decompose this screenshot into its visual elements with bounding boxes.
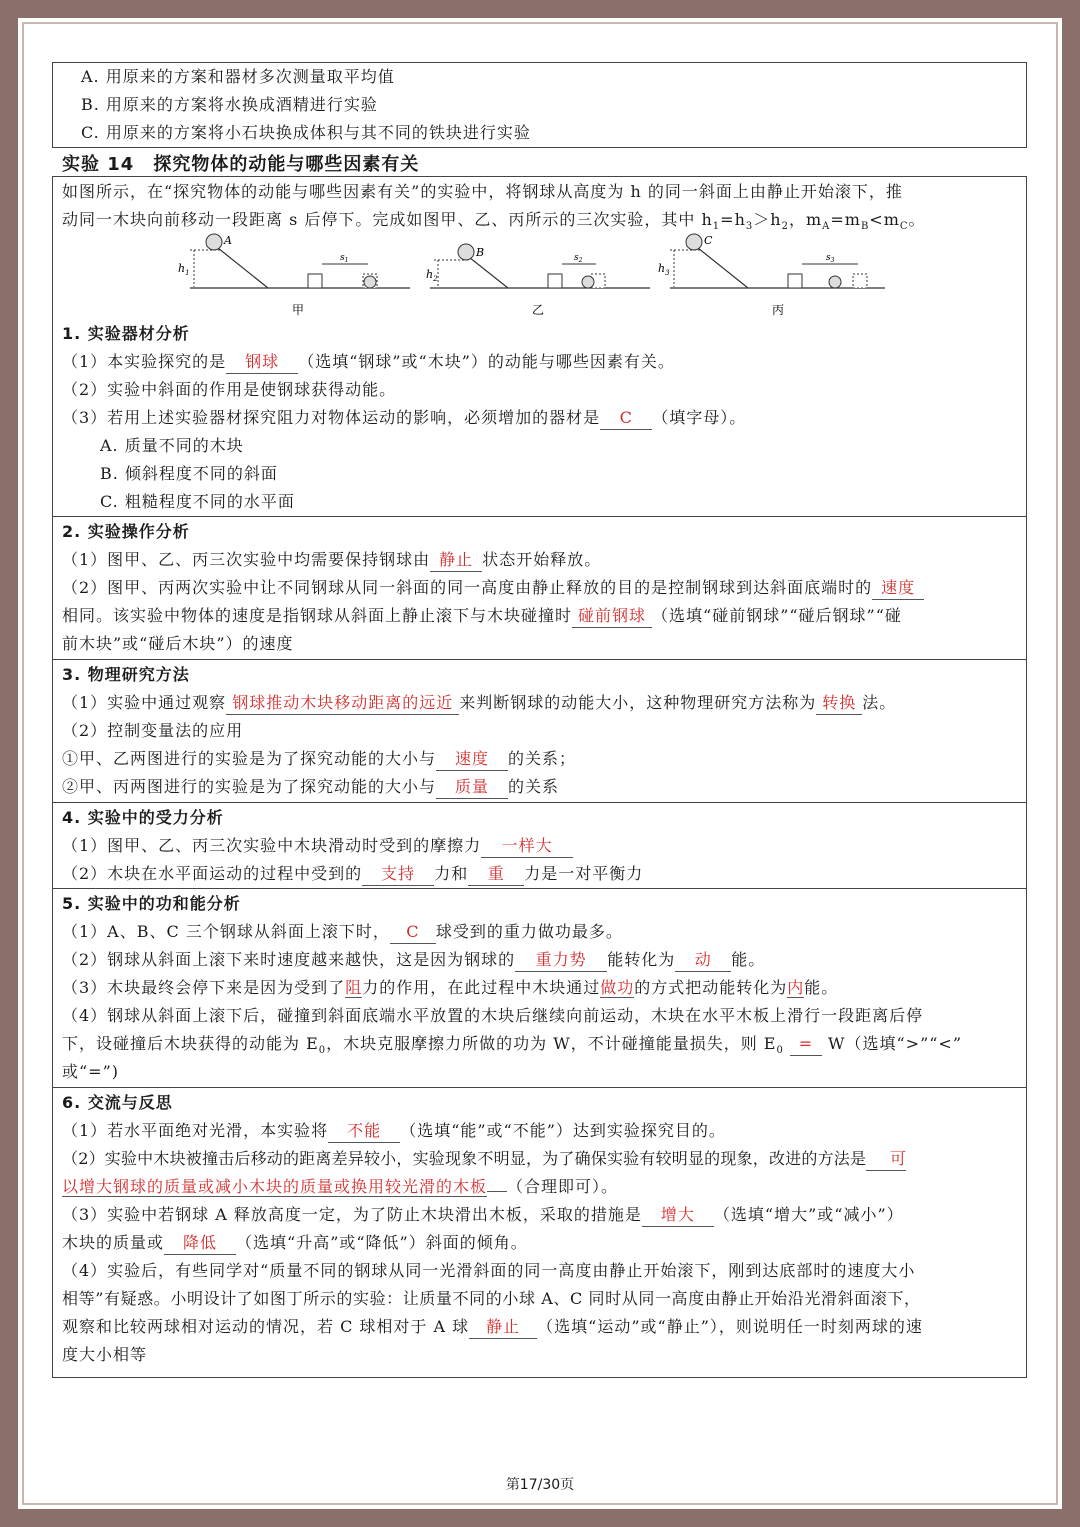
svg-text:乙: 乙 [532,303,545,317]
answer: 可 [866,1148,906,1171]
s6-q2-line1: （2）实验中木块被撞击后移动的距离差异较小，实验现象不明显，为了确保实验有较明显的现象，改进的方法是 可 [62,1145,906,1173]
figure-bing [658,234,885,317]
section-3-title: 3. 物理研究方法 [62,665,190,684]
figure-caption: 甲 [292,303,305,317]
s6-q2-line2: 以增大钢球的质量或减小木块的质量或换用较光滑的木板 （合理即可）。 [62,1177,619,1196]
divider [52,659,1027,660]
s6-q4-line2: 相等”有疑惑。小明设计了如图丁所示的实验：让质量不同的小球 A、C 同时从同一高度由静止开始沿光滑斜面滚下， [62,1289,921,1308]
option-a: A. 用原来的方案和器材多次测量取平均值 [81,67,395,86]
s5-q1: （1）A、B、C 三个钢球从斜面上滚下时， C 球受到的重力做功最多。 [62,918,623,946]
answer: 静止 [430,549,482,572]
s3-q2b: ②甲、丙两图进行的实验是为了探究动能的大小与 质量 的关系 [62,773,559,801]
answer: = [790,1033,822,1056]
intro-line-2: 动同一木块向前移动一段距离 s 后停下。完成如图甲、乙、丙所示的三次实验，其中 $h_1=h_3>h_2$，$m_A=m_B<m_C$。 [62,210,926,233]
answer: 做功 [600,978,635,997]
s6-q4-line3: 观察和比较两球相对运动的情况，若 C 球相对于 A 球 静止 （选填“运动”或“静止”），则说明任一时刻两球的速 [62,1313,923,1341]
s5-q3: （3）木块最终会停下来是因为受到了阻力的作用，在此过程中木块通过做功的方式把动能转化为内能。 [62,978,839,997]
section-4-title: 4. 实验中的受力分析 [62,808,224,827]
answer: 不能 [328,1120,400,1143]
svg-text:h3: $h_3$ [658,262,670,277]
s6-q4-line4: 度大小相等 [62,1345,148,1364]
s3-q2: （2）控制变量法的应用 [62,721,244,740]
section-6-title: 6. 交流与反思 [62,1093,173,1112]
answer: 钢球推动木块移动距离的远近 [226,692,459,715]
svg-text:B: B [476,246,485,259]
intro-line-1: 如图所示，在“探究物体的动能与哪些因素有关”的实验中，将钢球从高度为 h 的同一斜面上由静止开始滚下，推 [62,182,903,201]
experiment-figures [180,232,900,322]
svg-text:s3: $s_3$ [826,253,835,264]
answer: 支持 [362,863,434,886]
divider [52,516,1027,517]
s5-q2: （2）钢球从斜面上滚下来时速度越来越快，这是因为钢球的 重力势 能转化为 动 能。 [62,946,765,974]
s4-q2: （2）木块在水平面运动的过程中受到的 支持 力和 重 力是一对平衡力 [62,860,643,888]
s6-q1: （1）若水平面绝对光滑，本实验将 不能 （选填“能”或“不能”）达到实验探究目的。 [62,1117,726,1145]
answer: C [390,921,436,944]
answer: 速度 [872,577,924,600]
previous-question-options [52,62,1027,148]
answer: C [600,407,652,430]
divider [52,1087,1027,1088]
s4-q1: （1）图甲、乙、丙三次实验中木块滑动时受到的摩擦力 一样大 [62,832,573,860]
figure-yi [426,244,650,317]
answer: 内 [787,978,805,997]
s2-q2-line1: （2）图甲、丙两次实验中让不同钢球从同一斜面的同一高度由静止释放的目的是控制钢球到达斜面底端时的 速度 [62,574,924,602]
svg-text:丙: 丙 [772,303,785,317]
height-label: $h_1$ [178,262,190,277]
s1-option-c: C. 粗糙程度不同的水平面 [100,492,295,511]
s1-q3: （3）若用上述实验器材探究阻力对物体运动的影响，必须增加的器材是 C （填字母）。 [62,404,746,432]
answer: 碰前钢球 [572,605,652,628]
option-c: C. 用原来的方案将小石块换成体积与其不同的铁块进行实验 [81,123,531,142]
svg-text:C: C [704,234,713,247]
s3-q1: （1）实验中通过观察 钢球推动木块移动距离的远近 来判断钢球的动能大小，这种物理研究方法称为 转换 法。 [62,689,896,717]
s6-q3-line1: （3）实验中若钢球 A 释放高度一定，为了防止木块滑出木板，采取的措施是 增大 （选填“增大”或“减小”） [62,1201,904,1229]
answer: 重力势 [515,949,607,972]
s6-q4-line1: （4）实验后，有些同学对“质量不同的钢球从同一光滑斜面的同一高度由静止开始滚下，刚到达底部时的速度大小 [62,1261,916,1280]
answer: 钢球 [226,351,298,374]
wooden-block [308,274,322,288]
answer: 增大 [642,1204,714,1227]
experiment-title: 实验 14 探究物体的动能与哪些因素有关 [62,154,420,175]
s6-q3-line2: 木块的质量或 降低 （选填“升高”或“降低”）斜面的倾角。 [62,1229,528,1257]
answer: 降低 [164,1232,236,1255]
s1-option-b: B. 倾斜程度不同的斜面 [100,464,278,483]
distance-label: $s_1$ [340,253,349,264]
answer: 阻 [345,978,363,997]
s2-q1: （1）图甲、乙、丙三次实验中均需要保持钢球由 静止 状态开始释放。 [62,546,601,574]
page-number: 第17/30页 [505,1477,575,1493]
svg-text:s2: $s_2$ [574,253,583,264]
section-5-title: 5. 实验中的功和能分析 [62,894,241,913]
s3-q2a: ①甲、乙两图进行的实验是为了探究动能的大小与 速度 的关系； [62,745,576,773]
answer: 速度 [436,748,508,771]
divider [52,888,1027,889]
s5-q4-line2: 下，设碰撞后木块获得的动能为 $E_0$，木块克服摩擦力所做的功为 W，不计碰撞能量损失，则 $E_0 = W$（选填“>”“<” [62,1034,963,1057]
s1-q2: （2）实验中斜面的作用是使钢球获得动能。 [62,380,397,399]
answer: 转换 [816,692,862,715]
s5-q4-line3: 或“=”) [62,1062,120,1081]
answer: 一样大 [481,835,573,858]
section-2-title: 2. 实验操作分析 [62,522,190,541]
svg-text:h2: $h_2$ [426,268,438,283]
s1-option-a: A. 质量不同的木块 [100,436,244,455]
ball-label: A [224,234,232,247]
s2-q2-line3: 前木块”或“碰后木块”）的速度 [62,634,294,653]
figure-jia [178,234,410,317]
answer: 质量 [436,776,508,799]
s5-q4-line1: （4）钢球从斜面上滚下后，碰撞到斜面底端水平放置的木块后继续向前运动，木块在水平木板上滑行一段距离后停 [62,1006,924,1025]
option-b: B. 用原来的方案将水换成酒精进行实验 [81,95,378,114]
s1-q1: （1）本实验探究的是 钢球 （选填“钢球”或“木块”）的动能与哪些因素有关。 [62,348,675,376]
s2-q2-line2: 相同。该实验中物体的速度是指钢球从斜面上静止滚下与木块碰撞时 碰前钢球 （选填“碰前钢球”“碰后钢球”“碰 [62,602,902,630]
steel-ball [206,234,222,250]
answer: 以增大钢球的质量或减小木块的质量或换用较光滑的木板 [62,1177,488,1196]
answer: 重 [468,863,524,886]
answer: 静止 [469,1316,537,1339]
divider [52,802,1027,803]
answer: 动 [675,949,731,972]
section-1-title: 1. 实验器材分析 [62,324,190,343]
